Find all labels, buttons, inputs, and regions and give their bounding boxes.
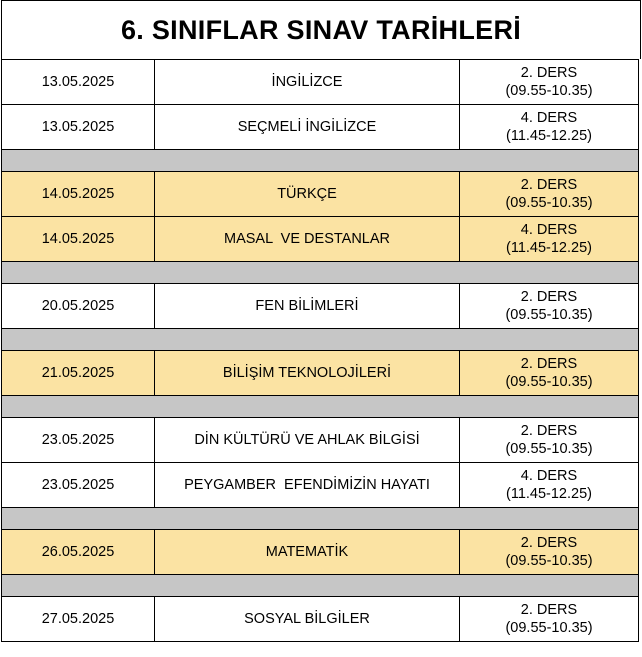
exam-subject: TÜRKÇE xyxy=(155,172,460,217)
exam-date: 13.05.2025 xyxy=(2,105,155,150)
exam-date: 26.05.2025 xyxy=(2,530,155,575)
exam-period-cell xyxy=(460,418,639,463)
exam-subject: PEYGAMBER EFENDİMİZİN HAYATI xyxy=(155,463,460,508)
exam-date: 14.05.2025 xyxy=(2,217,155,262)
exam-period-cell xyxy=(460,105,639,150)
exam-date: 13.05.2025 xyxy=(2,60,155,105)
exam-subject: SEÇMELİ İNGİLİZCE xyxy=(155,105,460,150)
exam-period-cell xyxy=(460,60,639,105)
exam-time: (09.55-10.35) xyxy=(505,83,593,99)
exam-schedule-sheet xyxy=(1,0,641,656)
exam-time: (09.55-10.35) xyxy=(505,620,593,636)
exam-time: (11.45-12.25) xyxy=(506,240,592,256)
exam-subject: MASAL VE DESTANLAR xyxy=(155,217,460,262)
exam-time: (09.55-10.35) xyxy=(505,195,593,211)
exam-subject: FEN BİLİMLERİ xyxy=(155,284,460,329)
exam-subject: SOSYAL BİLGİLER xyxy=(155,597,460,642)
exam-row xyxy=(2,60,639,105)
exam-row xyxy=(2,105,639,150)
exam-row xyxy=(2,284,639,329)
exam-row xyxy=(2,463,639,508)
exam-row xyxy=(2,351,639,396)
exam-time: (09.55-10.35) xyxy=(505,553,593,569)
exam-table xyxy=(1,59,639,642)
exam-period-cell xyxy=(460,217,639,262)
exam-period: 2. DERS xyxy=(520,177,578,193)
exam-subject: DİN KÜLTÜRÜ VE AHLAK BİLGİSİ xyxy=(155,418,460,463)
exam-period-cell xyxy=(460,530,639,575)
exam-date: 21.05.2025 xyxy=(2,351,155,396)
exam-date: 20.05.2025 xyxy=(2,284,155,329)
exam-date: 27.05.2025 xyxy=(2,597,155,642)
exam-period: 2. DERS xyxy=(520,535,578,551)
page-title: 6. SINIFLAR SINAV TARİHLERİ xyxy=(1,0,641,59)
exam-period-cell xyxy=(460,463,639,508)
exam-period-cell xyxy=(460,172,639,217)
exam-time: (09.55-10.35) xyxy=(505,374,593,390)
exam-table-body xyxy=(2,60,639,642)
separator-row xyxy=(2,508,639,530)
exam-period: 2. DERS xyxy=(520,65,578,81)
exam-period: 4. DERS xyxy=(520,110,578,126)
separator-row xyxy=(2,575,639,597)
exam-date: 23.05.2025 xyxy=(2,418,155,463)
exam-row xyxy=(2,597,639,642)
separator-row xyxy=(2,150,639,172)
exam-date: 23.05.2025 xyxy=(2,463,155,508)
exam-row xyxy=(2,172,639,217)
exam-period-cell xyxy=(460,284,639,329)
exam-period: 2. DERS xyxy=(520,602,578,618)
exam-period-cell xyxy=(460,351,639,396)
exam-period: 2. DERS xyxy=(520,356,578,372)
separator-row xyxy=(2,329,639,351)
exam-time: (11.45-12.25) xyxy=(506,486,592,502)
exam-subject: İNGİLİZCE xyxy=(155,60,460,105)
exam-period: 2. DERS xyxy=(520,289,578,305)
exam-date: 14.05.2025 xyxy=(2,172,155,217)
exam-period: 2. DERS xyxy=(520,423,578,439)
exam-subject: MATEMATİK xyxy=(155,530,460,575)
exam-period: 4. DERS xyxy=(520,222,578,238)
exam-time: (09.55-10.35) xyxy=(505,307,593,323)
exam-time: (09.55-10.35) xyxy=(505,441,593,457)
exam-time: (11.45-12.25) xyxy=(506,128,592,144)
separator-row xyxy=(2,262,639,284)
separator-row xyxy=(2,396,639,418)
exam-period: 4. DERS xyxy=(520,468,578,484)
exam-period-cell xyxy=(460,597,639,642)
exam-row xyxy=(2,418,639,463)
exam-row xyxy=(2,217,639,262)
exam-subject: BİLİŞİM TEKNOLOJİLERİ xyxy=(155,351,460,396)
exam-row xyxy=(2,530,639,575)
